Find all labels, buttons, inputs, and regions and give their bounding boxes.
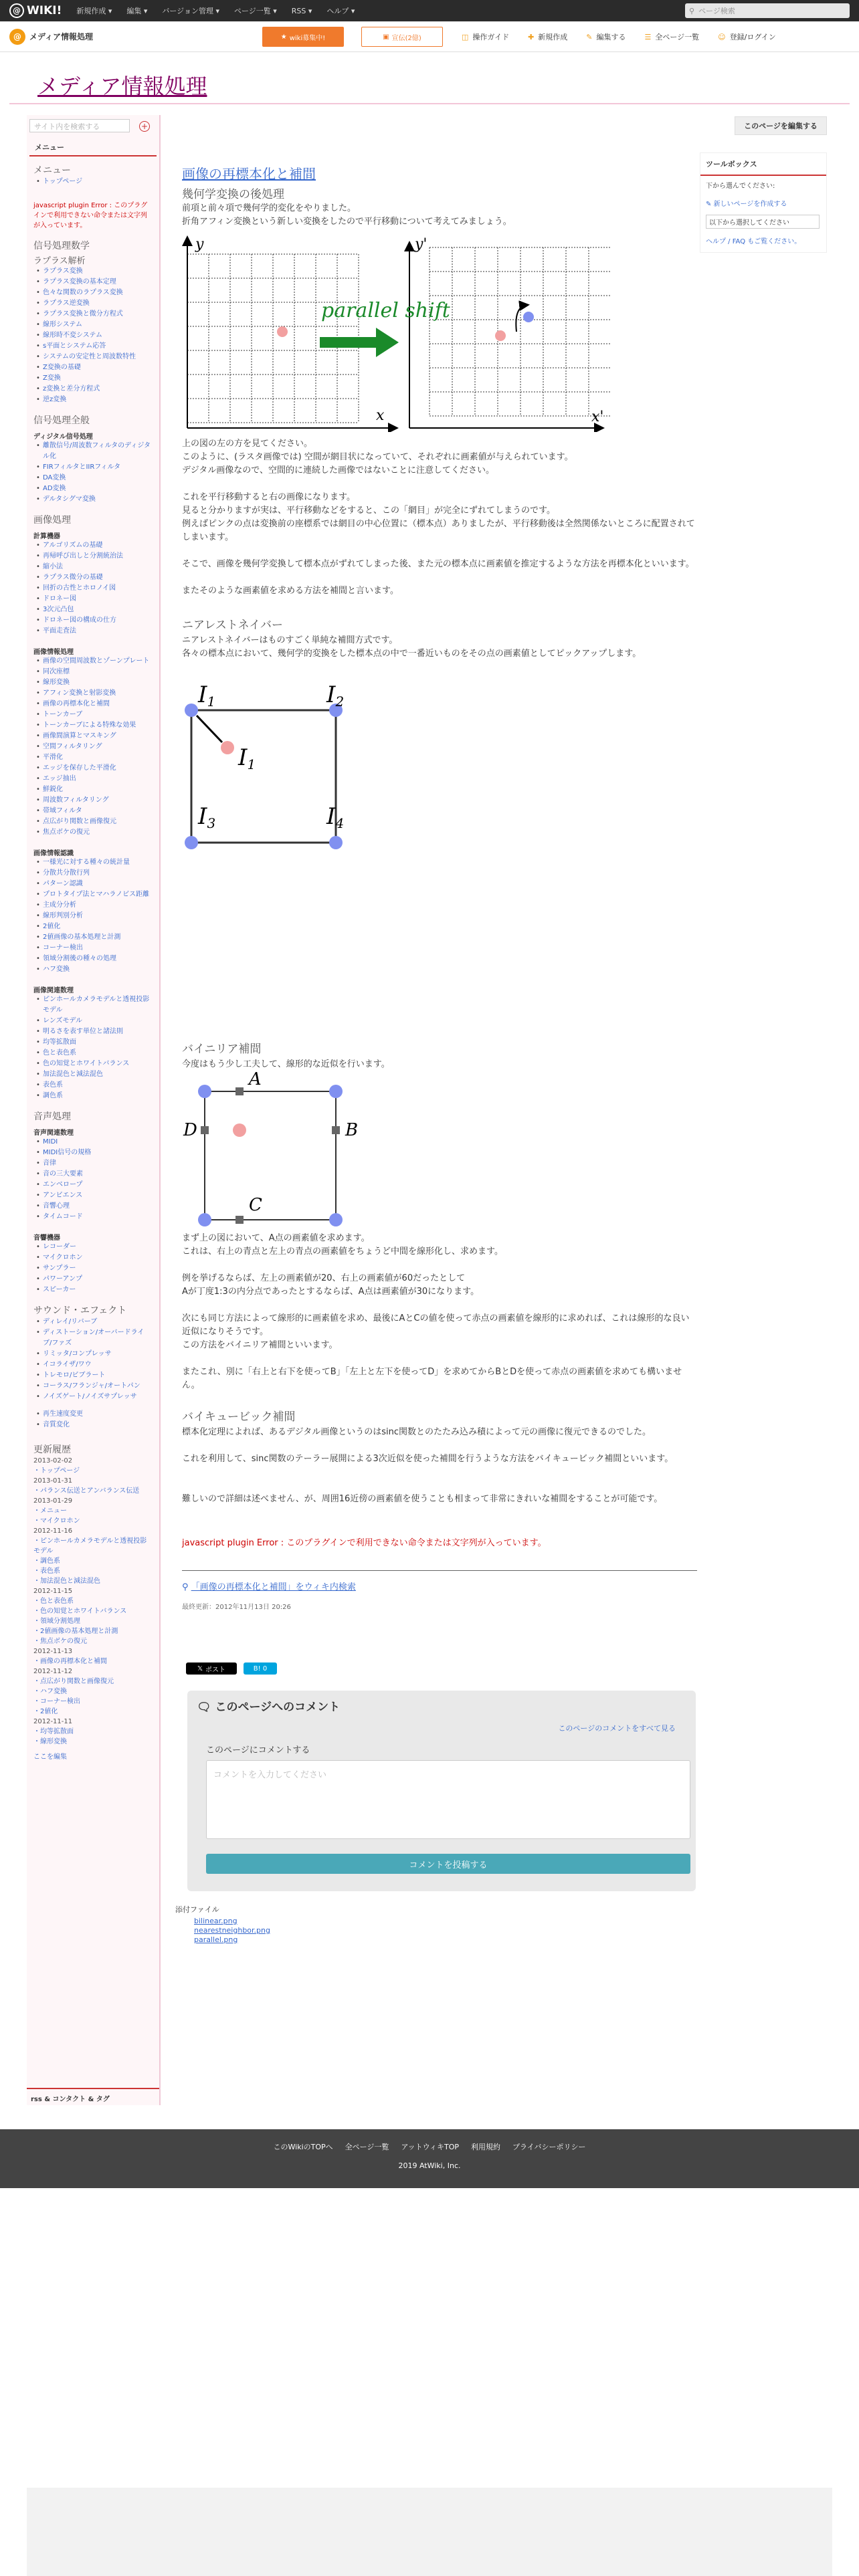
pencil-icon: ✎ bbox=[586, 32, 593, 41]
sidebar-item[interactable]: • 色と表色系 bbox=[36, 1048, 153, 1059]
sidebar-item[interactable]: • ディレイ/リバーブ bbox=[36, 1317, 153, 1327]
sidebar-item[interactable]: • 音質変化 bbox=[36, 1420, 153, 1430]
menu-header[interactable]: メニュー bbox=[29, 139, 157, 156]
section-subheading: ラプラス解析 bbox=[33, 256, 86, 266]
para: 難しいので詳細は述べません、が、周囲16近傍の画素値を使うことも相まって非常にきれいな補間をすることが可能です。 bbox=[182, 1494, 663, 1504]
sidebar-item[interactable]: • FIRフィルタとIIRフィルタ bbox=[36, 462, 153, 473]
history-item[interactable]: ・線形変換 bbox=[33, 1738, 67, 1745]
sidebar-item[interactable]: • ラプラス微分の基礎 bbox=[36, 572, 153, 583]
sidebar-item[interactable]: • 明るさを表す単位と諸法則 bbox=[36, 1027, 153, 1037]
sidebar-item[interactable]: • パワーアンプ bbox=[36, 1274, 153, 1285]
menu-pages[interactable]: ページ一覧 ▾ bbox=[233, 7, 277, 15]
sidebar-item[interactable]: • 加法混色と減法混色 bbox=[36, 1069, 153, 1080]
site-search-input[interactable]: サイト内を検索する bbox=[29, 119, 130, 132]
attachment-link[interactable]: bilinear.png bbox=[194, 1917, 237, 1925]
sidebar-item[interactable]: • スピーカー bbox=[36, 1285, 153, 1295]
section-subheading: 画像情報認識 bbox=[33, 850, 74, 857]
nearest-line bbox=[197, 716, 222, 742]
midpoint-D bbox=[201, 1126, 209, 1134]
sidebar-item[interactable]: • 画像の再標本化と補間 bbox=[36, 699, 153, 710]
label-Ip: I1 bbox=[238, 744, 256, 772]
site-favicon-icon: @ bbox=[9, 29, 25, 45]
site-title[interactable]: @ メディア情報処理 bbox=[9, 29, 93, 45]
history-item[interactable]: ・表色系 bbox=[33, 1568, 60, 1575]
sidebar-item[interactable]: • 画像間演算とマスキング bbox=[36, 731, 153, 742]
sidebar-item[interactable]: • Z変換 bbox=[36, 373, 153, 384]
comment-textarea[interactable]: コメントを入力してください bbox=[206, 1760, 690, 1839]
para: 前項と前々項で幾何学的変化をやりました。 bbox=[182, 203, 357, 213]
at-icon: @ bbox=[9, 3, 24, 18]
search-icon: ⚲ bbox=[182, 1582, 191, 1592]
plugin-error: javascript plugin Error : このプラグインで利用できない命令または文字列が入っています。 bbox=[33, 202, 148, 229]
target-point bbox=[233, 1123, 246, 1137]
sidebar-item[interactable]: • 再帰呼び出しと分割統治法 bbox=[36, 551, 153, 562]
sidebar-item[interactable]: • 色々な関数のラプラス変換 bbox=[36, 288, 153, 298]
sidebar-item[interactable]: • 鮮鋭化 bbox=[36, 784, 153, 795]
wiki-recruit-button[interactable]: ★ wiki募集中! bbox=[262, 27, 344, 47]
section-subheading: 画像情報処理 bbox=[33, 649, 74, 656]
sidebar-item[interactable]: • コーラス/フランジャ/オートパン bbox=[36, 1381, 153, 1392]
title-divider bbox=[9, 103, 850, 104]
attachment-link[interactable]: nearestneighbor.png bbox=[194, 1926, 270, 1935]
sidebar-item[interactable]: • z変換と差分方程式 bbox=[36, 384, 153, 395]
history-item: 2013-02-02 bbox=[33, 1457, 73, 1465]
login-link[interactable]: ☺ 登録/ログイン bbox=[718, 32, 776, 41]
bilinear-figure bbox=[182, 1067, 369, 1230]
wiki-icon: ★ bbox=[280, 33, 287, 41]
comment-title: 🗨 このページへのコメント bbox=[197, 1701, 341, 1714]
label-I2: I2 bbox=[326, 681, 345, 710]
sidebar-item[interactable]: • タイムコード bbox=[36, 1212, 153, 1222]
history-item[interactable]: ・ハフ変換 bbox=[33, 1688, 67, 1695]
footer-link[interactable]: アットウィキTOP bbox=[401, 2143, 460, 2151]
footer-link[interactable]: このWikiのTOPへ bbox=[273, 2143, 333, 2151]
list-icon: ☰ bbox=[644, 32, 652, 41]
para: 例を挙げるならば、左上の画素値が20、右上の画素値が60だったとして bbox=[182, 1273, 466, 1283]
history-item: 2012-11-12 bbox=[33, 1668, 73, 1675]
para: そこで、画像を幾何学変換して標本点がずれてしまった後、また元の標本点に画素値を推定するような方法を再標本化といいます。 bbox=[182, 559, 694, 569]
sidebar-item[interactable]: • AD変換 bbox=[36, 484, 153, 494]
heading-bilinear: バイニリア補間 bbox=[182, 1043, 262, 1056]
sidebar-item[interactable]: • レコーダー bbox=[36, 1242, 153, 1253]
sidebar-item[interactable]: • プロトタイプ法とマハラノビス距離 bbox=[36, 889, 153, 900]
sidebar-item[interactable]: • 同次座標 bbox=[36, 667, 153, 677]
para: 見ると分かりますが実は、平行移動などをすると、この「網目」が完全にずれてしまうのです。 bbox=[182, 506, 555, 516]
menu-new[interactable]: 新規作成 ▾ bbox=[76, 7, 112, 15]
para: Aが丁度1:3の内分点であったとするならば、A点は画素値が30になります。 bbox=[182, 1287, 480, 1297]
list-8 bbox=[27, 1242, 159, 1295]
sidebar-item[interactable]: • サンプラー bbox=[36, 1263, 153, 1274]
label-I1: I1 bbox=[198, 681, 216, 710]
new-page-link[interactable]: ✚ 新規作成 bbox=[528, 32, 568, 41]
corner-point bbox=[329, 1085, 343, 1098]
history-item[interactable]: ・焦点ボケの復元 bbox=[33, 1638, 87, 1645]
cell-box bbox=[205, 1091, 336, 1220]
menu-version[interactable]: バージョン管理 ▾ bbox=[162, 7, 219, 15]
page-title[interactable]: メディア情報処理 bbox=[37, 74, 207, 99]
label-A: A bbox=[249, 1069, 262, 1089]
sidebar-item[interactable]: • DA変換 bbox=[36, 473, 153, 484]
para: 各々の標本点において、幾何学的変換をした標本点の中で一番近いものをその点の画素値としてピックアップします。 bbox=[182, 649, 642, 659]
sidebar-item[interactable]: • 領域分割後の種々の処理 bbox=[36, 954, 153, 964]
new-page-link[interactable]: ✎ 新しいページを作成する bbox=[706, 201, 787, 208]
sidebar-item[interactable]: • ラプラス変換と微分方程式 bbox=[36, 309, 153, 320]
history-item: 2013-01-31 bbox=[33, 1477, 73, 1485]
toolbox-title: ツールボックス bbox=[700, 153, 826, 176]
heading-geometric: 幾何学変換の後処理 bbox=[182, 188, 284, 201]
all-comments-link[interactable]: このページのコメントをすべて見る bbox=[558, 1724, 676, 1733]
sidebar-item[interactable]: • マイクロホン bbox=[36, 1253, 153, 1263]
sidebar-item[interactable]: • エッジを保存した平滑化 bbox=[36, 763, 153, 774]
list-9 bbox=[27, 1317, 159, 1402]
section-subheading: 計算機器 bbox=[33, 533, 60, 540]
sidebar-item[interactable]: • 画像の空間周波数とゾーンプレート bbox=[36, 656, 153, 667]
search-icon: ⚲ bbox=[689, 6, 695, 15]
history-item[interactable]: ・色と表色系 bbox=[33, 1598, 74, 1605]
users-icon: ☺ bbox=[718, 32, 726, 41]
menu-help[interactable]: ヘルプ ▾ bbox=[326, 7, 355, 15]
heading-nearest: ニアレストネイバー bbox=[182, 619, 283, 632]
sidebar-item[interactable]: • トーンカーブ bbox=[36, 710, 153, 720]
attachments-list bbox=[194, 1917, 270, 1945]
rss-contact-tag[interactable]: rss & コンタクト & タグ bbox=[27, 2088, 159, 2105]
list-3 bbox=[27, 540, 159, 637]
history-item: 2012-11-16 bbox=[33, 1527, 73, 1535]
list-4 bbox=[27, 656, 159, 838]
para: またそのような画素値を求める方法を補間と言います。 bbox=[182, 586, 399, 596]
sidebar-item[interactable]: • アルゴリズムの基礎 bbox=[36, 540, 153, 551]
top-bar bbox=[0, 0, 859, 21]
x-icon: 𝕏 bbox=[197, 1665, 203, 1673]
target-point bbox=[221, 741, 234, 754]
sidebar-item[interactable]: • パターン認識 bbox=[36, 879, 153, 889]
para: これを平行移動すると右の画像になります。 bbox=[182, 492, 355, 502]
sidebar-item[interactable]: • 色の知覚とホワイトバランス bbox=[36, 1059, 153, 1069]
sidebar-item[interactable]: • 点広がり関数と画像復元 bbox=[36, 817, 153, 827]
sidebar-item[interactable]: • 周波数フィルタリング bbox=[36, 795, 153, 806]
help-link[interactable]: ヘルプ / FAQ もご覧ください。 bbox=[706, 238, 801, 245]
sidebar-item[interactable]: • トレモロ/ビブラート bbox=[36, 1370, 153, 1381]
comment-icon: 🗨 bbox=[197, 1701, 215, 1714]
history-item[interactable]: ・加法混色と減法混色 bbox=[33, 1578, 100, 1585]
sample-point-blue bbox=[523, 312, 534, 322]
sample-point-pink bbox=[277, 326, 288, 337]
sidebar-item[interactable]: • 線形システム bbox=[36, 320, 153, 330]
parallel-shift-label: parallel shift bbox=[321, 299, 450, 322]
comment-box bbox=[187, 1691, 696, 1891]
corner-point bbox=[329, 836, 343, 849]
history-item[interactable]: ・コーナー検出 bbox=[33, 1698, 80, 1705]
sidebar-item[interactable]: • レンズモデル bbox=[36, 1016, 153, 1027]
sidebar-item[interactable]: • 均等拡散面 bbox=[36, 1037, 153, 1048]
toolbox-select[interactable]: 以下から選択してください bbox=[706, 215, 820, 229]
section-subheading: 音声関連数理 bbox=[33, 1130, 74, 1137]
sidebar-item[interactable]: • ピンホールカメラモデルと透視投影モデル bbox=[36, 994, 153, 1016]
sidebar-item[interactable]: • 再生速度変更 bbox=[36, 1409, 153, 1420]
y-label: y bbox=[195, 236, 204, 253]
sidebar-item[interactable]: • 回折の古性とホロノイ図 bbox=[36, 583, 153, 594]
label-D: D bbox=[183, 1120, 197, 1140]
para: これを利用して、sinc関数のテーラー展開による3次近似を使った補間を行うような方法をバイキュービック補間といいます。 bbox=[182, 1454, 674, 1464]
footer-links bbox=[0, 2141, 859, 2152]
copyright: 2019 AtWiki, Inc. bbox=[398, 2161, 461, 2170]
para: この方法をバイニリア補間といいます。 bbox=[182, 1340, 338, 1350]
sidebar-item[interactable]: • システムの安定性と周波数特性 bbox=[36, 352, 153, 362]
corner-point bbox=[198, 1085, 211, 1098]
sidebar-item[interactable]: • 離散信号/周波数フィルタのディジタル化 bbox=[36, 441, 153, 462]
history-item[interactable]: ・2値画像の基本処理と計測 bbox=[33, 1628, 118, 1635]
sidebar-item[interactable]: • 3次元凸包 bbox=[36, 605, 153, 615]
attachments-title: 添付ファイル bbox=[175, 1905, 219, 1914]
footer-link[interactable]: プライバシーポリシー bbox=[512, 2143, 586, 2151]
history-item[interactable]: ・パランス伝送とアンバランス伝送 bbox=[33, 1487, 140, 1495]
corner-point bbox=[198, 1213, 211, 1226]
label-I3: I3 bbox=[198, 803, 216, 831]
sidebar-item[interactable]: • 分散共分散行列 bbox=[36, 868, 153, 879]
sidebar-item[interactable]: • ラプラス変換の基本定理 bbox=[36, 277, 153, 288]
history-item[interactable]: ・トップページ bbox=[33, 1467, 80, 1475]
para: このように、(ラスタ画像では) 空間が網目状になっていて、それぞれに画素値が与えられています。 bbox=[182, 452, 573, 462]
corner-point bbox=[185, 836, 198, 849]
sidebar-item[interactable]: • 2値化 bbox=[36, 922, 153, 932]
sidebar-item[interactable]: • ハフ変換 bbox=[36, 964, 153, 975]
history-item[interactable]: ・調色系 bbox=[33, 1558, 60, 1565]
sidebar bbox=[27, 115, 161, 2105]
sidebar-item[interactable]: • リミッタ/コンプレッサ bbox=[36, 1349, 153, 1360]
history-item: 2012-11-11 bbox=[33, 1718, 73, 1725]
para: 次にも同じ方法によって線形的に画素値を求め、最後にAとCの値を使って赤点の画素値を線形的に求めれば、これは線形的な良い近似になりそうです。 bbox=[182, 1313, 690, 1337]
menu-edit[interactable]: 編集 ▾ bbox=[126, 7, 148, 15]
sidebar-item[interactable]: • 線形時不変システム bbox=[36, 330, 153, 341]
edit-page-button[interactable]: このページを編集する bbox=[735, 116, 827, 135]
sidebar-item-top[interactable]: • トップページ bbox=[36, 177, 153, 187]
edit-link[interactable]: ✎ 編集する bbox=[586, 32, 626, 41]
plus-icon[interactable]: + bbox=[139, 121, 150, 132]
plugin-error: javascript plugin Error : このプラグインで利用できない命令または文字列が入っています。 bbox=[182, 1538, 547, 1548]
ad-area bbox=[27, 2488, 832, 2576]
all-pages-link[interactable]: ☰ 全ページ一覧 bbox=[644, 32, 700, 41]
history-item: 2013-01-29 bbox=[33, 1497, 73, 1505]
section-heading: 音声処理 bbox=[33, 1111, 71, 1122]
nearest-neighbor-figure bbox=[182, 675, 356, 852]
sidebar-item[interactable]: • 空間フィルタリング bbox=[36, 742, 153, 752]
tweet-button[interactable]: 𝕏 ポスト bbox=[186, 1662, 237, 1675]
para: またこれ、別に「右上と右下を使ってB」「左上と左下を使ってD」を求めてからBとDを使って赤点の画素値を求めても構いません。 bbox=[182, 1367, 682, 1390]
new-page-icon: ✎ bbox=[706, 201, 714, 208]
sidebar-item[interactable]: • 線形判別分析 bbox=[36, 911, 153, 922]
sidebar-item[interactable]: • ノイズゲート/ノイズサプレッサ bbox=[36, 1392, 153, 1402]
corner-point bbox=[185, 704, 198, 717]
article-title[interactable]: 画像の再標本化と補間 bbox=[182, 166, 316, 182]
divider bbox=[182, 1570, 697, 1571]
sidebar-item[interactable]: • 主成分分析 bbox=[36, 900, 153, 911]
shifted-point-pink bbox=[495, 330, 506, 341]
sidebar-item[interactable]: • 音響心理 bbox=[36, 1201, 153, 1212]
history-item: 2012-11-13 bbox=[33, 1648, 73, 1655]
para: 折角アフィン変換という新しい変換をしたので平行移動について考えてみましょう。 bbox=[182, 217, 512, 227]
para: まず上の図において、A点の画素値を求めます。 bbox=[182, 1233, 370, 1243]
para: ニアレストネイバーはものすごく単純な補間方式です。 bbox=[182, 635, 398, 645]
sidebar-item[interactable]: • Z変換の基礎 bbox=[36, 362, 153, 373]
sidebar-item[interactable]: • 焦点ボケの復元 bbox=[36, 827, 153, 838]
history-item[interactable]: ・2値化 bbox=[33, 1708, 58, 1715]
sidebar-item[interactable]: • イコライザ/ワウ bbox=[36, 1360, 153, 1370]
history-item[interactable]: ・メニュー bbox=[33, 1507, 67, 1515]
list-1 bbox=[27, 266, 159, 405]
sidebar-item[interactable]: • ディストーション/オーバードライブ/ファズ bbox=[36, 1327, 153, 1349]
menu-heading: メニュー bbox=[33, 165, 71, 176]
para: デジタル画像なので、空間的に連続した画像ではないことに注意してください。 bbox=[182, 465, 494, 475]
green-arrow bbox=[320, 328, 399, 357]
footer-link[interactable]: 利用規約 bbox=[471, 2143, 501, 2151]
sidebar-item[interactable]: • トーンカーブによる特殊な効果 bbox=[36, 720, 153, 731]
wiki-search-link[interactable]: ⚲ 「画像の再標本化と補間」をウィキ内検索 bbox=[182, 1582, 356, 1592]
site-tools bbox=[462, 27, 776, 47]
menu-rss[interactable]: RSS ▾ bbox=[291, 6, 312, 15]
footer bbox=[0, 2129, 859, 2188]
sidebar-item[interactable]: • 帯域フィルタ bbox=[36, 806, 153, 817]
section-subheading: ディジタル信号処理 bbox=[33, 433, 93, 441]
toolbox-label: 下から選んでください: bbox=[706, 183, 775, 190]
history-item[interactable]: ・領域分割処理 bbox=[33, 1618, 80, 1625]
list-10 bbox=[27, 1409, 159, 1430]
sidebar-item[interactable]: • エッジ抽出 bbox=[36, 774, 153, 784]
section-heading: 信号処理数学 bbox=[33, 241, 90, 251]
ad-button[interactable]: ▣ 宣伝(2億) bbox=[361, 27, 443, 47]
corner-point bbox=[329, 1213, 343, 1226]
label-I4: I4 bbox=[326, 803, 345, 831]
history-item[interactable]: ・マイクロホン bbox=[33, 1517, 80, 1525]
sidebar-edit-link[interactable]: ここを編集 bbox=[33, 1753, 67, 1761]
comment-subtitle: このページにコメントする bbox=[206, 1745, 310, 1755]
section-subheading: 音響機器 bbox=[33, 1235, 60, 1242]
hatena-bookmark-button[interactable]: B! 0 bbox=[244, 1662, 277, 1675]
ad-icon: ▣ bbox=[383, 33, 389, 41]
sidebar-item[interactable]: • ラプラス逆変換 bbox=[36, 298, 153, 309]
sidebar-item[interactable]: • 縮小法 bbox=[36, 562, 153, 572]
label-B: B bbox=[345, 1120, 359, 1140]
list-7 bbox=[27, 1137, 159, 1222]
sidebar-item[interactable]: • アフィン変換と射影変換 bbox=[36, 688, 153, 699]
sidebar-item[interactable]: • 線形変換 bbox=[36, 677, 153, 688]
x2-label: x' bbox=[591, 409, 604, 425]
page-search-input[interactable]: ⚲ ページ検索 bbox=[685, 3, 850, 18]
para: 今度はもう少し工夫して、線形的な近似を行います。 bbox=[182, 1059, 390, 1069]
midpoint-A bbox=[235, 1087, 244, 1095]
section-heading: 信号処理全般 bbox=[33, 415, 90, 426]
guide-icon: ◫ bbox=[462, 32, 469, 41]
list-5 bbox=[27, 857, 159, 975]
sidebar-item[interactable]: • 調色系 bbox=[36, 1091, 153, 1101]
sidebar-item[interactable]: • 平滑化 bbox=[36, 752, 153, 763]
sidebar-item[interactable]: • 2値画像の基本処理と計測 bbox=[36, 932, 153, 943]
logo-text: WIKI! bbox=[27, 4, 62, 17]
label-C: C bbox=[249, 1195, 262, 1215]
last-updated: 最終更新：2012年11月13日 20:26 bbox=[182, 1604, 291, 1611]
midpoint-B bbox=[332, 1126, 340, 1134]
footer-link[interactable]: 全ページ一覧 bbox=[345, 2143, 389, 2151]
section-heading: 画像処理 bbox=[33, 515, 71, 526]
sidebar-item[interactable]: • 一様光に対する種々の統計量 bbox=[36, 857, 153, 868]
para: これは、右上の青点と左上の青点の画素値をちょうど中間を線形化し、求めます。 bbox=[182, 1247, 503, 1257]
sidebar-item[interactable]: • アンビエンス bbox=[36, 1190, 153, 1201]
para: 標本化定理によれば、あるデジタル画像というのはsinc関数とのたたみ込み積によって元の画像に復元できるのでした。 bbox=[182, 1427, 651, 1437]
sidebar-item[interactable]: • 音律 bbox=[36, 1158, 153, 1169]
history-item[interactable]: ・点広がり関数と画像復元 bbox=[33, 1678, 114, 1685]
heading-bicubic: バイキュービック補間 bbox=[182, 1410, 296, 1424]
sidebar-item[interactable]: • MIDI信号の規格 bbox=[36, 1148, 153, 1158]
para: 上の図の左の方を見てください。 bbox=[182, 439, 313, 449]
sidebar-item[interactable]: • 平面走査法 bbox=[36, 626, 153, 637]
y2-label: y' bbox=[415, 236, 427, 253]
history-list bbox=[27, 1456, 159, 1747]
para: 例えばピンクの点は変換前の座標系では網目の中心位置に（標本点）ありましたが、平行移動後は全然関係ないところに配置されてしまいます。 bbox=[182, 519, 695, 542]
sidebar-item[interactable]: • ラプラス変換 bbox=[36, 266, 153, 277]
sidebar-item[interactable]: • デルタシグマ変換 bbox=[36, 494, 153, 505]
menu-list bbox=[27, 177, 159, 187]
sidebar-item[interactable]: • 逆z変換 bbox=[36, 395, 153, 405]
sidebar-item[interactable]: • s平面とシステム応答 bbox=[36, 341, 153, 352]
grid-right bbox=[430, 247, 610, 416]
history-item[interactable]: ・ピンホールカメラモデルと透視投影モデル bbox=[33, 1537, 147, 1555]
history-heading: 更新履歴 bbox=[33, 1444, 71, 1455]
list-2 bbox=[27, 441, 159, 505]
parallel-shift-figure bbox=[182, 234, 610, 432]
plus-icon: ✚ bbox=[528, 32, 535, 41]
history-item[interactable]: ・画像の再標本化と補間 bbox=[33, 1658, 107, 1665]
submit-comment-button[interactable]: コメントを投稿する bbox=[206, 1854, 690, 1874]
history-item[interactable]: ・均等拡散面 bbox=[33, 1728, 74, 1735]
sidebar-item[interactable]: • エンベロープ bbox=[36, 1180, 153, 1190]
midpoint-C bbox=[235, 1216, 244, 1224]
sidebar-item[interactable]: • コーナー検出 bbox=[36, 943, 153, 954]
sidebar-item[interactable]: • ドロネー図の構成の仕方 bbox=[36, 615, 153, 626]
sidebar-item[interactable]: • 表色系 bbox=[36, 1080, 153, 1091]
history-item[interactable]: ・色の知覚とホワイトバランス bbox=[33, 1608, 127, 1615]
list-6 bbox=[27, 994, 159, 1101]
attachment-link[interactable]: parallel.png bbox=[194, 1935, 238, 1944]
section-subheading: 画像関連数理 bbox=[33, 987, 74, 994]
sidebar-item[interactable]: • ドロネー図 bbox=[36, 594, 153, 605]
section-heading: サウンド・エフェクト bbox=[33, 1305, 127, 1316]
x-label: x bbox=[376, 407, 385, 424]
guide-link[interactable]: ◫ 操作ガイド bbox=[462, 32, 510, 41]
history-item: 2012-11-15 bbox=[33, 1588, 73, 1595]
atwiki-logo[interactable] bbox=[9, 3, 62, 18]
sidebar-item[interactable]: • MIDI bbox=[36, 1137, 153, 1148]
toolbox bbox=[700, 152, 827, 253]
sidebar-item[interactable]: • 音の三大要素 bbox=[36, 1169, 153, 1180]
